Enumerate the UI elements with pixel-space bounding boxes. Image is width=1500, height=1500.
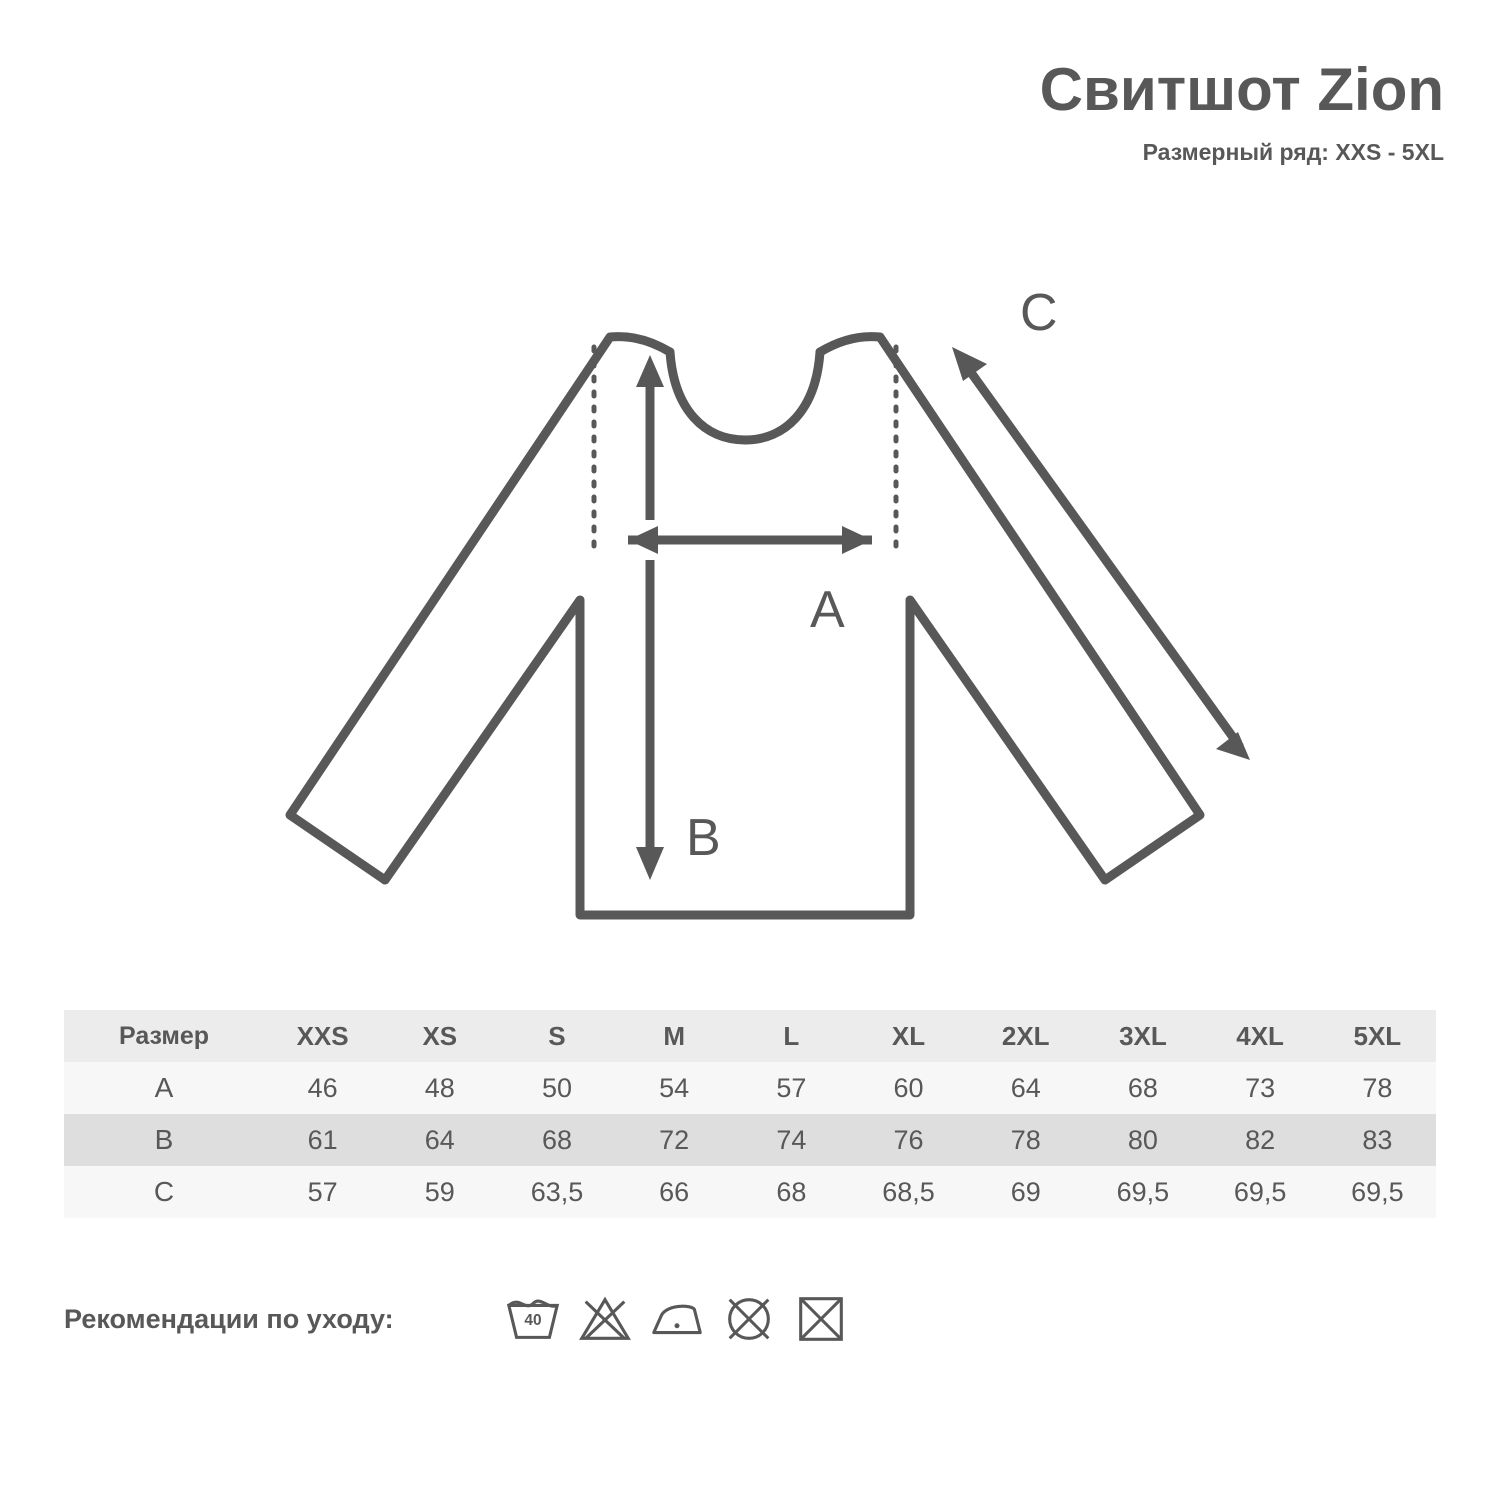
measure-a-arrow xyxy=(628,526,872,554)
table-header-row xyxy=(64,1010,1436,1062)
wash-40-icon xyxy=(504,1290,562,1348)
col-header-size: Размер xyxy=(64,1010,264,1062)
wash-temp-value: 40 xyxy=(524,1311,542,1329)
cell-b-l: 74 xyxy=(733,1114,850,1166)
cell-c-m: 66 xyxy=(616,1166,733,1218)
shoulder-seam-guides xyxy=(594,347,896,555)
cell-b-4xl: 82 xyxy=(1202,1114,1319,1166)
table-row xyxy=(64,1062,1436,1114)
col-header-5xl: 5XL xyxy=(1319,1010,1436,1062)
measure-b-arrow xyxy=(636,560,664,880)
col-header-s: S xyxy=(498,1010,615,1062)
cell-b-m: 72 xyxy=(616,1114,733,1166)
cell-a-4xl: 73 xyxy=(1202,1062,1319,1114)
cell-b-s: 68 xyxy=(498,1114,615,1166)
page-title: Свитшот Zion xyxy=(1039,56,1444,123)
cell-a-xs: 48 xyxy=(381,1062,498,1114)
table-row xyxy=(64,1114,1436,1166)
table-row xyxy=(64,1166,1436,1218)
cell-c-3xl: 69,5 xyxy=(1084,1166,1201,1218)
cell-c-s: 63,5 xyxy=(498,1166,615,1218)
size-table xyxy=(64,1010,1436,1218)
row-label-a: A xyxy=(64,1062,264,1114)
cell-c-xxs: 57 xyxy=(264,1166,381,1218)
col-header-xs: XS xyxy=(381,1010,498,1062)
measure-c-arrow xyxy=(952,347,1250,760)
sweatshirt-outline xyxy=(290,337,1200,915)
cell-c-4xl: 69,5 xyxy=(1202,1166,1319,1218)
no-dryclean-icon xyxy=(720,1290,778,1348)
cell-c-2xl: 69 xyxy=(967,1166,1084,1218)
cell-a-3xl: 68 xyxy=(1084,1062,1201,1114)
col-header-l: L xyxy=(733,1010,850,1062)
col-header-xxs: XXS xyxy=(264,1010,381,1062)
col-header-m: M xyxy=(616,1010,733,1062)
header xyxy=(1040,58,1444,166)
care-instructions xyxy=(64,1290,850,1348)
no-tumble-dry-icon xyxy=(792,1290,850,1348)
cell-b-xs: 64 xyxy=(381,1114,498,1166)
cell-a-xl: 60 xyxy=(850,1062,967,1114)
care-label: Рекомендации по уходу: xyxy=(64,1303,394,1334)
cell-a-xxs: 46 xyxy=(264,1062,381,1114)
garment-diagram xyxy=(250,255,1310,935)
row-label-c: C xyxy=(64,1166,264,1218)
cell-a-s: 50 xyxy=(498,1062,615,1114)
col-header-3xl: 3XL xyxy=(1084,1010,1201,1062)
col-header-xl: XL xyxy=(850,1010,967,1062)
col-header-2xl: 2XL xyxy=(967,1010,1084,1062)
no-bleach-icon xyxy=(576,1290,634,1348)
col-header-4xl: 4XL xyxy=(1202,1010,1319,1062)
size-range-subtitle: Размерный ряд: XXS - 5XL xyxy=(1142,139,1444,165)
measure-shoulder-arrow xyxy=(636,355,664,520)
size-table-body xyxy=(64,1062,1436,1218)
cell-b-xxs: 61 xyxy=(264,1114,381,1166)
iron-low-icon xyxy=(648,1290,706,1348)
cell-a-5xl: 78 xyxy=(1319,1062,1436,1114)
cell-c-xs: 59 xyxy=(381,1166,498,1218)
cell-a-l: 57 xyxy=(733,1062,850,1114)
diagram-label-a: A xyxy=(810,581,845,639)
cell-c-5xl: 69,5 xyxy=(1319,1166,1436,1218)
size-table-wrapper xyxy=(64,1010,1436,1218)
cell-b-xl: 76 xyxy=(850,1114,967,1166)
cell-b-2xl: 78 xyxy=(967,1114,1084,1166)
cell-a-2xl: 64 xyxy=(967,1062,1084,1114)
size-table-head xyxy=(64,1010,1436,1062)
row-label-b: B xyxy=(64,1114,264,1166)
cell-c-xl: 68,5 xyxy=(850,1166,967,1218)
cell-b-5xl: 83 xyxy=(1319,1114,1436,1166)
cell-c-l: 68 xyxy=(733,1166,850,1218)
diagram-label-c: C xyxy=(1020,284,1058,342)
cell-b-3xl: 80 xyxy=(1084,1114,1201,1166)
diagram-label-b: B xyxy=(686,809,721,867)
care-icon-row xyxy=(504,1290,850,1348)
cell-a-m: 54 xyxy=(616,1062,733,1114)
